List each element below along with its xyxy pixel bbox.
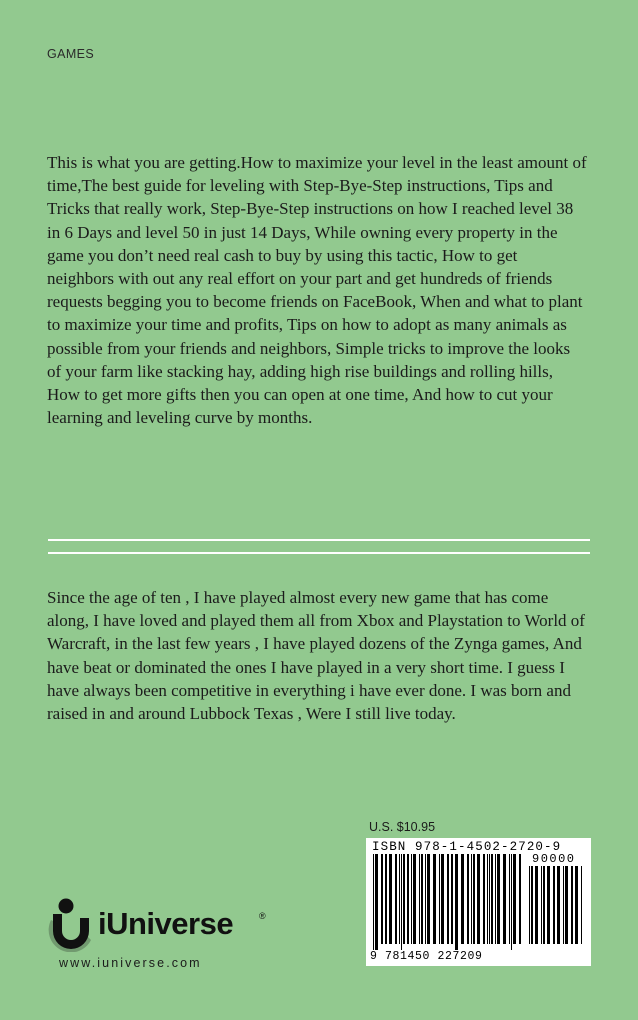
iuniverse-logo-icon <box>47 898 97 952</box>
category-label: GAMES <box>47 47 95 61</box>
publisher-name: iUniverse <box>98 906 234 941</box>
addon-barcode-bars <box>528 866 584 950</box>
isbn-barcode <box>366 838 591 966</box>
author-bio: Since the age of ten , I have played almost every new game that has come along, I have loved and played them all from Xbox and Playstation to World of Warcraft, in the last few years , I have played dozens of the Zynga games, And have beat or dominated the ones I have played in a very short time. I guess I have always been competitive in everything i have ever done. I was born and raised in and around Lubbock Texas , Were I still live today. <box>47 588 585 724</box>
publisher-website: www.iuniverse.com <box>59 956 202 970</box>
registered-mark: ® <box>259 911 266 921</box>
book-description: This is what you are getting.How to maximize your level in the least amount of time,The best guide for leveling with Step-Bye-Step instructions, Tips and Tricks that really work, Step-Bye-Step instructions on how I reached level 38 in 6 Days and level 50 in just 14 Days, While owning every property in the game you don’t need real cash to buy by using this tactic, How to get neighbors with out any real effort on your part and get hundreds of friends requests begging you to become friends on FaceBook, When and what to plant to maximize your time and profits, Tips on how to adopt as many animals as possible from your friends and neighbors, Simple tricks to improve the looks of your farm like stacking hay, adding high rise buildings and rolling hills, How to get more gifts then you can open at one time, And how to cut your learning and leveling curve by months. <box>47 153 587 428</box>
addon-code: 90000 <box>532 852 576 866</box>
ean-digits: 9 781450 227209 <box>370 950 483 963</box>
isbn-text: ISBN 978-1-4502-2720-9 <box>372 840 562 854</box>
divider-line-bottom <box>48 552 590 554</box>
ean-barcode-bars <box>372 854 522 950</box>
divider-line-top <box>48 539 590 541</box>
price-label: U.S. $10.95 <box>369 820 436 834</box>
